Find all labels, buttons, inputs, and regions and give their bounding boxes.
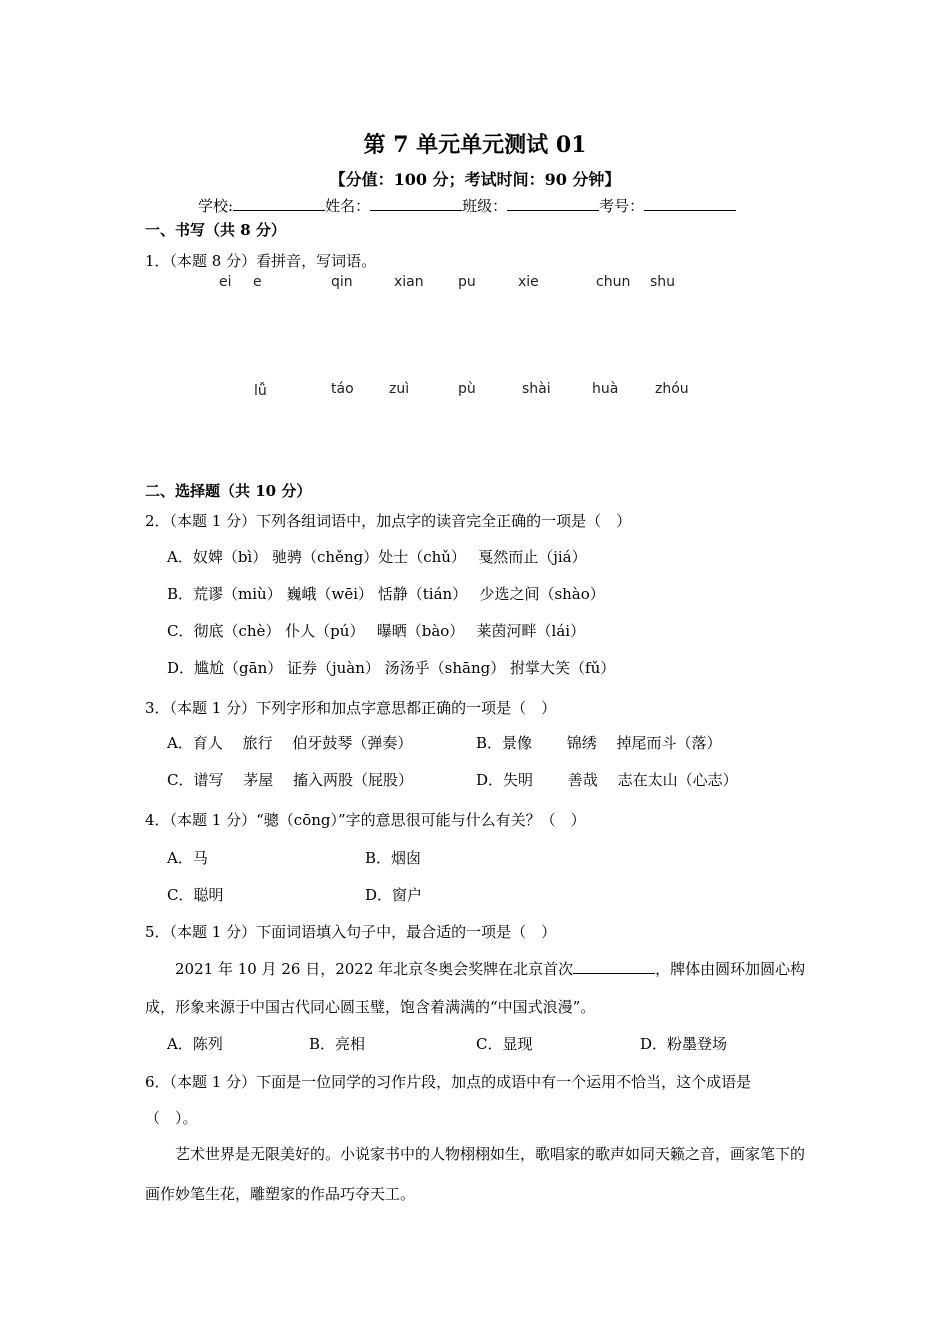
passage-text: ，牌体由圆环加圆心构成，形象来源于中国古代同心圆玉璧，饱含着满满的“中国式浪漫”。: [145, 960, 806, 1016]
name-label: 姓名：: [325, 197, 371, 215]
question-3-option-b[interactable]: B．景像 锦绣 掉尾而斗（落）: [476, 734, 722, 752]
question-5-option-a[interactable]: A．陈列: [167, 1035, 223, 1053]
exam-meta: 【分值：100 分；考试时间：90 分钟】: [329, 170, 621, 189]
question-5-option-d[interactable]: D．粉墨登场: [640, 1035, 728, 1053]
question-3-option-a[interactable]: A．育人 旅行 伯牙鼓琴（弹奏）: [167, 734, 413, 752]
pinyin: qin: [331, 274, 353, 290]
school-label: 学校:: [198, 197, 234, 215]
class-blank[interactable]: [507, 196, 599, 211]
question-6-passage: 艺术世界是无限美好的。小说家书中的人物栩栩如生，歌唱家的歌声如同天籁之音，画家笔下的画作妙笔生花，雕塑家的作品巧夺天工。: [145, 1145, 806, 1203]
question-4-option-c[interactable]: C．聪明: [167, 886, 224, 904]
question-3-option-d[interactable]: D．失明 善哉 志在太山（心志）: [476, 771, 738, 789]
name-blank[interactable]: [370, 196, 462, 211]
question-1-stem: 1．（本题 8 分）看拼音，写词语。: [145, 252, 377, 270]
question-3-option-c[interactable]: C．谱写 茅屋 搐入两股（屁股）: [167, 771, 414, 789]
question-2-option-b[interactable]: B．荒谬（miù） 巍峨（wēi） 恬静（tián） 少选之间（shào）: [167, 585, 605, 603]
question-2-option-a[interactable]: A．奴婢（bì） 驰骋（chěng）处士（chǔ） 戛然而止（jiá）: [167, 548, 587, 566]
question-5-option-c[interactable]: C．显现: [476, 1035, 533, 1053]
question-6-stem: 6．（本题 1 分）下面是一位同学的习作片段，加点的成语中有一个运用不恰当，这个成语是: [145, 1073, 752, 1091]
page-title: 第 7 单元单元测试 01: [363, 132, 587, 158]
id-blank[interactable]: [644, 196, 736, 211]
section-heading-writing: 一、书写（共 8 分）: [145, 221, 286, 239]
question-2-option-c[interactable]: C．彻底（chè） 仆人（pú） 曝晒（bào） 莱茵河畔（lái）: [167, 622, 586, 640]
question-4-option-a[interactable]: A．马: [167, 849, 208, 867]
pinyin: pù: [458, 381, 476, 397]
question-5-option-b[interactable]: B．亮相: [309, 1035, 366, 1053]
pinyin: lǚ: [254, 383, 267, 399]
id-label: 考号：: [599, 197, 645, 215]
class-label: 班级：: [462, 197, 508, 215]
pinyin: táo: [331, 381, 354, 397]
pinyin: zuì: [389, 381, 410, 397]
question-6-stem-cont: （ ）。: [145, 1109, 198, 1127]
passage-text: 2021 年 10 月 26 日，2022 年北京冬奥会奖牌在北京首次: [175, 960, 574, 978]
question-4-option-d[interactable]: D．窗户: [365, 886, 423, 904]
question-4-option-b[interactable]: B．烟囱: [365, 849, 422, 867]
pinyin: pu: [458, 274, 476, 290]
pinyin: xie: [518, 274, 539, 290]
question-5-passage: [145, 950, 810, 1026]
school-blank[interactable]: [233, 196, 325, 211]
pinyin: huà: [592, 381, 619, 397]
question-2-option-d[interactable]: D．尴尬（gān） 证券（juàn） 汤汤乎（shāng） 拊掌大笑（fǔ）: [167, 659, 616, 677]
student-info-line: [198, 195, 736, 216]
question-3-stem: 3．（本题 1 分）下列字形和加点字意思都正确的一项是（ ）: [145, 699, 557, 717]
pinyin: chun: [596, 274, 631, 290]
question-5-stem: 5．（本题 1 分）下面词语填入句子中，最合适的一项是（ ）: [145, 923, 557, 941]
pinyin: ei: [219, 274, 232, 290]
pinyin: e: [253, 274, 262, 290]
pinyin: shu: [650, 274, 676, 290]
question-4-stem: 4．（本题 1 分）“骢（cōng）”字的意思很可能与什么有关？（ ）: [145, 811, 586, 829]
fill-blank[interactable]: [573, 959, 655, 974]
question-2-stem: 2．（本题 1 分）下列各组词语中，加点字的读音完全正确的一项是（ ）: [145, 512, 632, 530]
pinyin: xian: [394, 274, 424, 290]
pinyin: zhóu: [655, 381, 689, 397]
pinyin: shài: [522, 381, 551, 397]
section-heading-choice: 二、选择题（共 10 分）: [145, 482, 312, 500]
